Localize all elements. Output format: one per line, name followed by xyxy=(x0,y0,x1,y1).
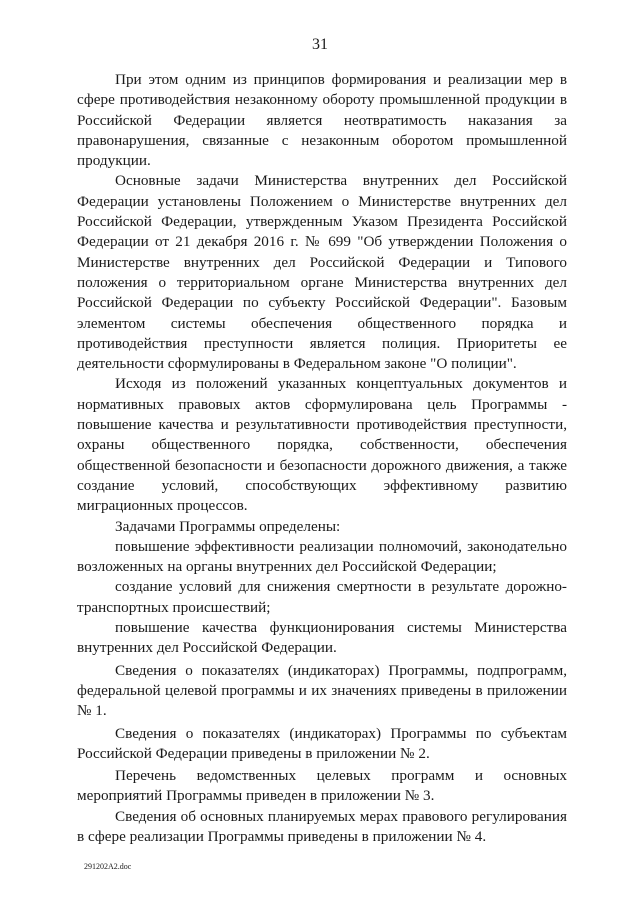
paragraph-task-2: создание условий для снижения смертности в результате дорожно-транспортных происшествий; xyxy=(77,578,567,616)
paragraph-appendix-1: Сведения о показателях (индикаторах) Программы, подпрограмм, федеральной целевой программы и их значениях приведены в приложении № 1. xyxy=(77,661,567,720)
paragraph-program-goal: Исходя из положений указанных концептуальных документов и нормативных правовых актов сформулирована цель Программы - повышение качества и результативности противодействия преступности, охраны общественного порядка, собственности, обеспечения общественной безопасности и безопасности дорожного движения, а также создание условий, способствующих эффективному развитию миграционных процессов. xyxy=(77,375,567,515)
paragraph-tasks-heading: Задачами Программы определены: xyxy=(115,517,341,535)
paragraph-appendix-4: Сведения об основных планируемых мерах правового регулирования в сфере реализации Программы приведены в приложении № 4. xyxy=(77,807,567,845)
document-body xyxy=(77,70,567,847)
paragraph-appendix-3: Перечень ведомственных целевых программ и основных мероприятий Программы приведен в приложении № 3. xyxy=(77,767,567,805)
paragraph-principles: При этом одним из принципов формирования и реализации мер в сфере противодействия незаконному обороту промышленной продукции в Российской Федерации является неотвратимость наказания за правонарушения, связанные с незаконным оборотом промышленной продукции. xyxy=(77,71,567,170)
paragraph-mvd-tasks: Основные задачи Министерства внутренних дел Российской Федерации установлены Положением о Министерстве внутренних дел Российской Федерации, утвержденным Указом Президента Российской Федерации от 21 декабря 2016 г. № 699 "Об утверждении Положения о Министерстве внутренних дел Российской Федерации и Типового положения о территориальном органе Министерства внутренних дел Российской Федерации по субъекту Российской Федерации". Базовым элементом системы обеспечения общественного порядка и противодействия преступности является полиция. Приоритеты ее деятельности сформулированы в Федеральном законе "О полиции". xyxy=(77,172,567,373)
paragraph-task-1: повышение эффективности реализации полномочий, законодательно возложенных на органы внутренних дел Российской Федерации; xyxy=(77,537,567,576)
paragraph-appendix-2: Сведения о показателях (индикаторах) Программы по субъектам Российской Федерации приведены в приложении № 2. xyxy=(77,724,567,762)
page-number: 31 xyxy=(312,36,328,53)
paragraph-task-3: повышение качества функционирования системы Министерства внутренних дел Российской Федерации. xyxy=(77,619,567,657)
footer-file-code: 291202A2.doc xyxy=(84,862,132,871)
